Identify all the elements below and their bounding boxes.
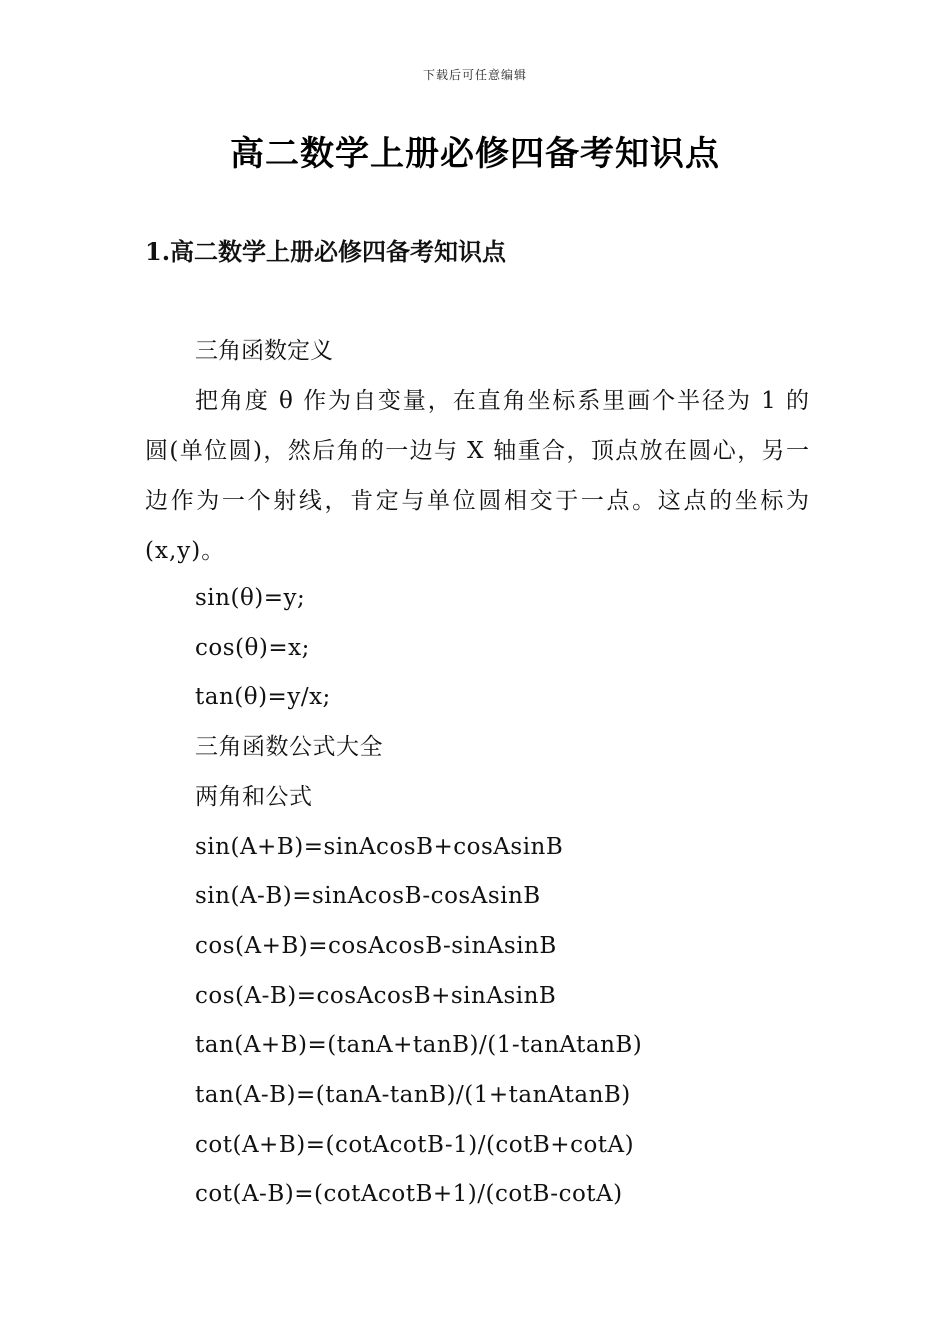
definition-paragraph: 把角度 θ 作为自变量，在直角坐标系里画个半径为 1 的圆(单位圆)，然后角的一边与 X 轴重合，顶点放在圆心，另一边作为一个射线，肯定与单位圆相交于一点。这点的坐标为(x,y)。 <box>145 388 810 564</box>
page-title: 高二数学上册必修四备考知识点 <box>230 134 720 174</box>
formula-line: tan(θ)=y/x; <box>195 684 331 711</box>
section-heading: 1.高二数学上册必修四备考知识点 <box>145 237 507 266</box>
formula-line: tan(A-B)=(tanA-tanB)/(1+tanAtanB) <box>195 1082 631 1109</box>
formula-line: sin(A-B)=sinAcosB-cosAsinB <box>195 883 541 910</box>
formula-line: tan(A+B)=(tanA+tanB)/(1-tanAtanB) <box>195 1032 643 1059</box>
formula-line: cot(A-B)=(cotAcotB+1)/(cotB-cotA) <box>195 1181 623 1208</box>
formula-line: cos(A-B)=cosAcosB+sinAsinB <box>195 982 557 1009</box>
formula-line: cos(A+B)=cosAcosB-sinAsinB <box>195 932 557 959</box>
formula-subheading: 三角函数公式大全 <box>195 734 383 761</box>
formula-line: sin(A+B)=sinAcosB+cosAsinB <box>195 833 564 860</box>
formula-line: cos(θ)=x; <box>195 634 310 661</box>
formula-subheading: 两角和公式 <box>195 783 313 810</box>
definition-heading: 三角函数定义 <box>195 338 333 364</box>
header-note: 下载后可任意编辑 <box>422 68 527 82</box>
formula-line: cot(A+B)=(cotAcotB-1)/(cotB+cotA) <box>195 1131 635 1158</box>
formula-list <box>195 574 642 1220</box>
formula-line: sin(θ)=y; <box>195 585 306 611</box>
